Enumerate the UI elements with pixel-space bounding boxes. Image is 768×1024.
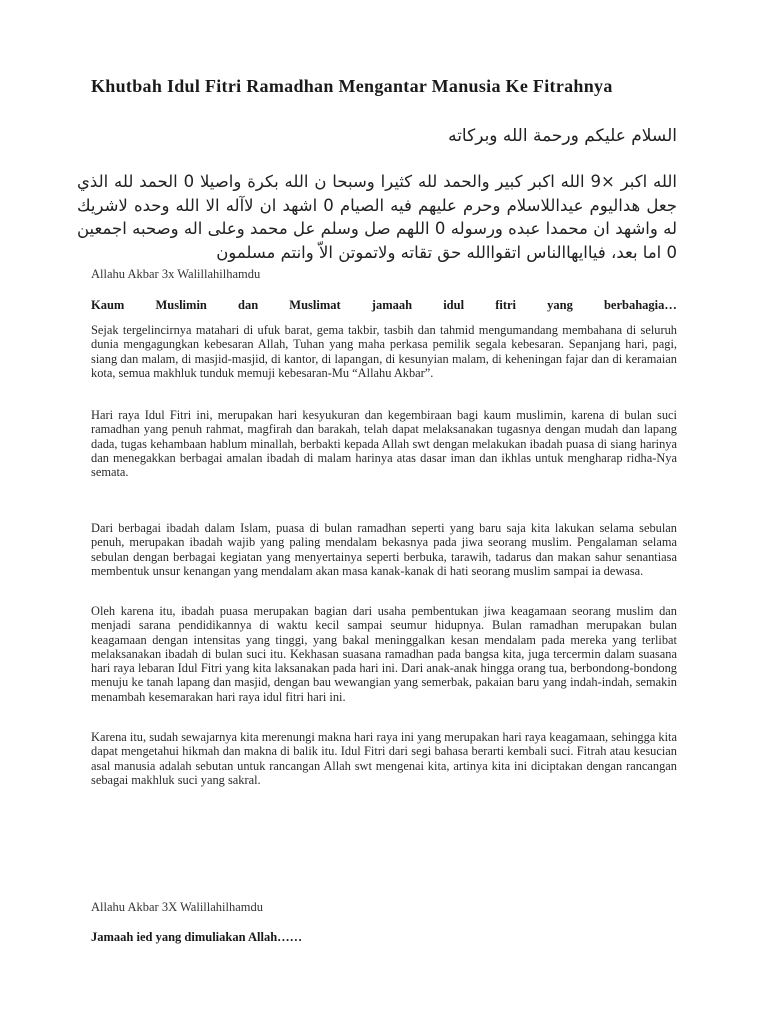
page-title: Khutbah Idul Fitri Ramadhan Mengantar Manusia Ke Fitrahnya (91, 76, 613, 96)
greeting-word: jamaah (371, 298, 413, 312)
greeting-heading (91, 297, 677, 313)
greeting-word: fitri (495, 298, 517, 312)
greeting-word: Muslimin (155, 298, 207, 312)
paragraph-5: Karena itu, sudah sewajarnya kita merenungi makna hari raya ini yang merupakan hari raya keagamaan, sehingga kita dapat mengetahui hikmah dan makna di balik itu. Idul Fitri dari segi bahasa berarti kembali suci. Fitrah atau kesucian asal manusia adalah sebutan untuk rancangan Allah swt mengenai kita, artinya kita ini diciptakan dengan rancangan sebagai makhluk suci yang sakral. (91, 730, 677, 787)
greeting-word: berbahagia… (603, 298, 677, 312)
greeting-word: yang (547, 298, 573, 312)
closing-heading: Jamaah ied yang dimuliakan Allah…… (91, 930, 303, 944)
arabic-opening: الله اكبر ×9 الله اكبر كبير والحمد لله كثيرا وسبحا ن الله بكرة واصيلا 0 الحمد لله الذي جعل هداليوم عيداللاسلام وحرم عليهم فيه الصيام 0 اشهد ان لاآله الا الله وحده لاشريك له واشهد ان محمدا عبده ورسوله 0 اللهم صل وسلم عل محمد وعلى اله وصحبه اجمعين 0 اما بعد، فياايهاالناس اتقواالله حق تقاته ولاتموتن الاّ وانتم مسلمون (77, 172, 678, 262)
greeting-word: idul (443, 298, 465, 312)
arabic-salam: السلام عليكم ورحمة الله وبركاته (448, 126, 677, 146)
takbir-line-2: Allahu Akbar 3X Walillahilhamdu (91, 900, 263, 914)
greeting-word: Kaum (91, 298, 125, 312)
paragraph-2: Hari raya Idul Fitri ini, merupakan hari kesyukuran dan kegembiraan bagi kaum muslimin, karena di bulan suci ramadhan yang penuh rahmat, magfirah dan barakah, telah dapat melaksanakan tugasnya dengan mudah dan lapang dada, tugas kehambaan hablum minallah, berbakti kepada Allah swt dengan melakukan ibadah puasa di siang harinya dan menegakkan berbagai amalan ibadah di malam harinya atas dasar iman dan ikhlas untuk mengharap ridha-Nya semata. (91, 408, 677, 480)
greeting-word: dan (238, 298, 259, 312)
paragraph-3: Dari berbagai ibadah dalam Islam, puasa di bulan ramadhan seperti yang baru saja kita lakukan selama sebulan penuh, merupakan ibadah wajib yang paling mendalam bekasnya pada jiwa seorang muslim. Pengalaman selama sebulan dengan berbagai kegiatan yang menyertainya seperti berbuka, tarawih, tadarus dan makan sahur senantiasa membentuk unsur kenangan yang mendalam akan masa kanak-kanak di hati seorang muslim sampai ia dewasa. (91, 521, 677, 578)
takbir-line: Allahu Akbar 3x Walillahilhamdu (91, 267, 261, 281)
paragraph-1: Sejak tergelincirnya matahari di ufuk barat, gema takbir, tasbih dan tahmid mengumandang membahana di seluruh dunia mengagungkan kebesaran Allah, Tuhan yang maha perkasa pemilik segala kebesaran. Sepanjang hari, pagi, siang dan malam, di masjid-masjid, di kantor, di lapangan, di kesunyian malam, di keheningan fajar dan di keramaian kota, semua makhluk tunduk memuji kebesaran-Mu “Allahu Akbar”. (91, 323, 677, 380)
paragraph-4: Oleh karena itu, ibadah puasa merupakan bagian dari usaha pembentukan jiwa keagamaan seorang muslim dan menjadi sarana pendidikannya di waktu kecil sampai seumur hidupnya. Bulan ramadhan merupakan bulan keagamaan dengan intensitas yang tinggi, yang bakal meninggalkan kesan mendalam pada mereka yang terlibat melaksanakan ibadah di bulan suci itu. Kekhasan suasana ramadhan pada bangsa kita, juga tercermin dalam suasana hari raya lebaran Idul Fitri yang kita laksanakan pada hari ini. Dari anak-anak hingga orang tua, berbondong-bondong menuju ke tanah lapang dan masjid, dengan bau wewangian yang semerbak, pakaian baru yang indah-indah, semakin menambah kesemarakan hari raya idul fitri hari ini. (91, 604, 677, 704)
greeting-word: Muslimat (289, 298, 341, 312)
